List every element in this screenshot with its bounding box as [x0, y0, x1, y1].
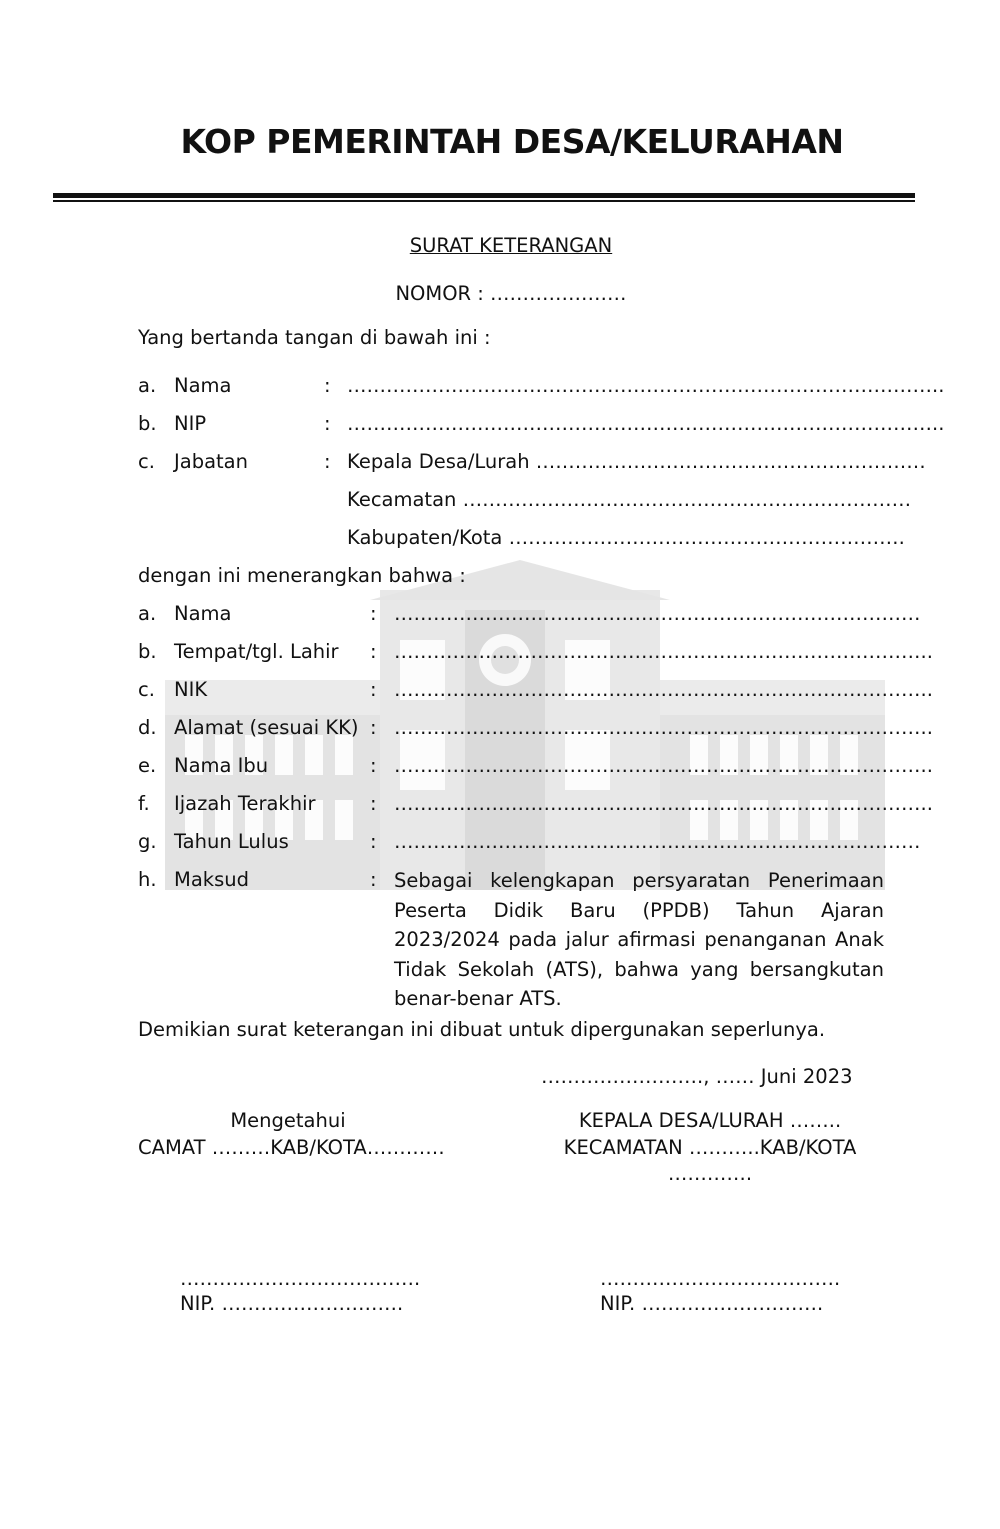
left-signature-nip: NIP. ……………………….	[180, 1292, 404, 1315]
subject-field-letter: f.	[138, 792, 150, 815]
subject-field-label: Tempat/tgl. Lahir	[174, 640, 339, 663]
subject-field-colon: :	[370, 792, 377, 815]
subject-field-label: Alamat (sesuai KK)	[174, 716, 359, 739]
subject-field-colon: :	[370, 716, 377, 739]
subject-field-letter: a.	[138, 602, 157, 625]
letterhead-rule-thin	[53, 200, 915, 202]
jabatan-kabupaten-line: Kabupaten/Kota …………………………………………………….	[347, 526, 905, 549]
subject-field-letter: b.	[138, 640, 157, 663]
left-signature-name: ……………………………….	[180, 1267, 421, 1290]
subject-field-letter: e.	[138, 754, 157, 777]
subject-field-colon: :	[370, 830, 377, 853]
subject-field-value: ………………………………………………………………………..	[394, 716, 933, 739]
document-number: NOMOR : …………………	[395, 282, 627, 305]
right-signature-office: KECAMATAN ………..KAB/KOTA	[563, 1136, 857, 1159]
closing-statement: Demikian surat keterangan ini dibuat untuk dipergunakan seperlunya.	[138, 1018, 826, 1041]
subject-field-label: Nama Ibu	[174, 754, 269, 777]
subject-field-label: Ijazah Terakhir	[174, 792, 316, 815]
signer-intro: Yang bertanda tangan di bawah ini :	[138, 326, 491, 349]
subject-field-value: ………………………………………………………………………..	[394, 678, 933, 701]
signer-field-letter: a.	[138, 374, 157, 397]
signer-field-label: Nama	[174, 374, 232, 397]
subject-field-value: ………………………………………………………………………	[394, 602, 921, 625]
right-signature-name: ……………………………….	[600, 1267, 841, 1290]
signer-field-letter: b.	[138, 412, 157, 435]
jabatan-kecamatan-line: Kecamatan ……………………………………………………………	[347, 488, 912, 511]
subject-field-value: ………………………………………………………………………..	[394, 754, 933, 777]
subject-field-value: ………………………………………………………………………..	[394, 640, 933, 663]
subject-field-colon: :	[370, 754, 377, 777]
right-signature-title: KEPALA DESA/LURAH ……..	[578, 1109, 842, 1132]
subject-field-colon: :	[370, 602, 377, 625]
signer-field-value: ………………………………………………………………………………..	[347, 374, 945, 397]
left-signature-title: Mengetahui	[230, 1109, 346, 1132]
right-signature-office-cont: ………….	[667, 1162, 753, 1185]
subject-field-letter: g.	[138, 830, 157, 853]
subject-field-label: NIK	[174, 678, 208, 701]
signer-field-value: Kepala Desa/Lurah ……………………………………………………	[347, 450, 926, 473]
subject-field-letter: d.	[138, 716, 157, 739]
letterhead-title: KOP PEMERINTAH DESA/KELURAHAN	[180, 122, 844, 161]
subject-field-colon: :	[370, 678, 377, 701]
purpose-text: Sebagai kelengkapan persyaratan Penerimaan Peserta Didik Baru (PPDB) Tahun Ajaran 2023/2024 pada jalur afirmasi penanganan Anak Tidak Sekolah (ATS), bahwa yang bersangkutan benar-benar ATS.	[394, 869, 884, 1010]
subject-field-colon: :	[370, 868, 377, 891]
right-signature-nip: NIP. ……………………….	[600, 1292, 824, 1315]
signer-field-label: Jabatan	[174, 450, 248, 473]
signer-field-colon: :	[324, 374, 331, 397]
signer-field-colon: :	[324, 412, 331, 435]
letterhead-rule-thick	[53, 193, 915, 198]
signer-field-colon: :	[324, 450, 331, 473]
subject-field-value: ………………………………………………………………………..	[394, 792, 933, 815]
subject-field-label: Maksud	[174, 868, 249, 891]
subject-field-label: Nama	[174, 602, 232, 625]
left-signature-office: CAMAT ………KAB/KOTA…………	[138, 1136, 445, 1159]
signer-field-value: ………………………………………………………………………………..	[347, 412, 945, 435]
subject-field-letter: h.	[138, 868, 157, 891]
signer-field-label: NIP	[174, 412, 207, 435]
subject-intro: dengan ini menerangkan bahwa :	[138, 564, 466, 587]
document-title: SURAT KETERANGAN	[409, 234, 613, 257]
subject-field-label: Tahun Lulus	[174, 830, 289, 853]
subject-field-letter: c.	[138, 678, 155, 701]
subject-field-colon: :	[370, 640, 377, 663]
subject-field-value: ………………………………………………………………………	[394, 830, 921, 853]
date-line: ……………………., …… Juni 2023	[541, 1065, 853, 1088]
signer-field-letter: c.	[138, 450, 155, 473]
